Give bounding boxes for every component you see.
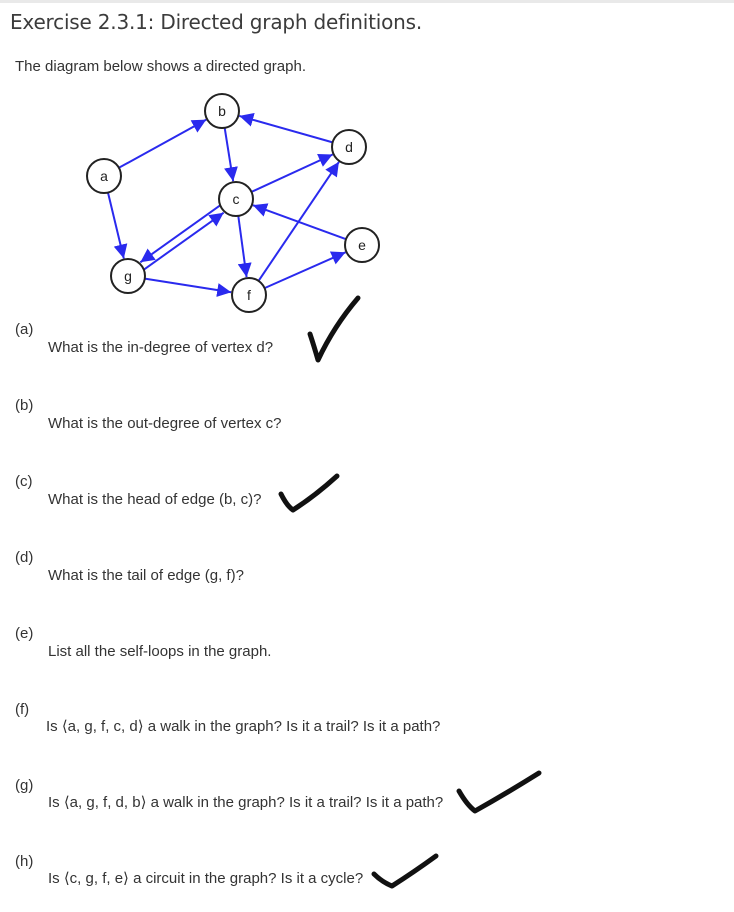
question-h: Is ⟨c, g, f, e⟩ a circuit in the graph? Is it a cycle? [48,870,364,887]
vertex-label-d: d [345,139,353,155]
edge-c-f [238,216,246,277]
vertex-label-g: g [124,268,132,284]
question-g: Is ⟨a, g, f, d, b⟩ a walk in the graph? Is it a trail? Is it a path? [48,794,444,811]
vertex-b [205,94,239,128]
edge-c-d [251,155,332,192]
vertex-g [111,259,145,293]
directed-graph-diagram [0,88,420,318]
intro-text: The diagram below shows a directed graph. [15,58,306,75]
part-label-g: (g) [15,777,34,794]
vertex-f [232,278,266,312]
edge-c-g [140,206,220,263]
edge-f-d [259,162,339,281]
vertex-label-f: f [247,287,251,303]
edge-f-e [265,252,346,288]
question-f: Is ⟨a, g, f, c, d⟩ a walk in the graph? Is it a trail? Is it a path? [46,718,441,735]
checkmark-icon-a [300,290,370,370]
vertex-e [345,228,379,262]
edge-a-b [119,120,206,168]
vertex-label-b: b [218,103,226,119]
part-label-h: (h) [15,853,34,870]
vertex-label-e: e [358,237,366,253]
edge-d-b [239,116,332,142]
part-label-f: (f) [15,701,30,718]
edge-g-f [145,279,231,293]
checkmark-icon-g [455,765,550,820]
checkmark-icon-c [275,468,350,518]
question-b: What is the out-degree of vertex c? [48,415,282,432]
part-label-b: (b) [15,397,34,414]
edge-g-c [144,213,224,270]
edge-b-c [225,128,234,181]
question-d: What is the tail of edge (g, f)? [48,567,244,584]
checkmark-icon-h [368,848,448,893]
question-e: List all the self-loops in the graph. [48,643,272,660]
top-divider [0,0,734,3]
edge-e-c [253,205,346,239]
edge-a-g [108,193,124,259]
part-label-e: (e) [15,625,34,642]
vertex-a [87,159,121,193]
question-c: What is the head of edge (b, c)? [48,491,262,508]
part-label-d: (d) [15,549,34,566]
vertex-d [332,130,366,164]
vertex-c [219,182,253,216]
page-title: Exercise 2.3.1: Directed graph definitions. [10,10,423,34]
part-label-c: (c) [15,473,33,490]
vertex-label-c: c [232,191,240,207]
part-label-a: (a) [15,321,34,338]
vertex-label-a: a [100,168,108,184]
question-a: What is the in-degree of vertex d? [48,339,274,356]
